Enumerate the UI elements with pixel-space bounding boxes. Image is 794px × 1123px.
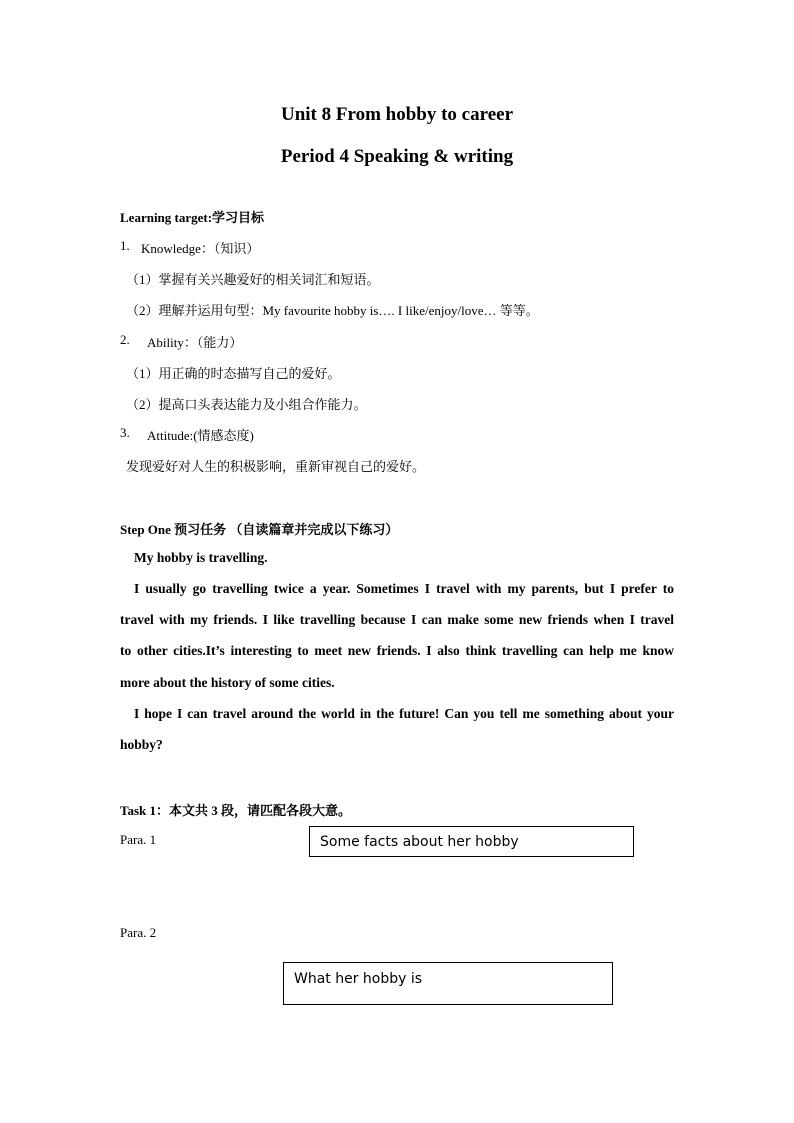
objective-knowledge-label: Knowledge：（知识） bbox=[141, 241, 260, 256]
para-summary-text: Some facts about her hobby bbox=[320, 834, 519, 850]
passage-line: more about the history of some cities. bbox=[120, 675, 335, 690]
objective-number: 1. bbox=[120, 238, 130, 253]
objective-item: 发现爱好对人生的积极影响，重新审视自己的爱好。 bbox=[126, 459, 426, 474]
passage-line: hobby? bbox=[120, 737, 163, 752]
para-summary-box-2 bbox=[283, 962, 613, 1005]
passage-line: to other cities.It’s interesting to meet new friends. I also think travelling can help me know bbox=[120, 643, 674, 658]
step-one-heading: Step One 预习任务 （自读篇章并完成以下练习） bbox=[120, 522, 399, 537]
objective-item: （1）掌握有关兴趣爱好的相关词汇和短语。 bbox=[126, 272, 380, 287]
objective-number: 3. bbox=[120, 425, 130, 440]
page-subtitle: Period 4 Speaking & writing bbox=[280, 146, 514, 167]
task1-heading: Task 1：本文共 3 段，请匹配各段大意。 bbox=[120, 803, 352, 818]
passage-title: My hobby is travelling. bbox=[134, 550, 268, 565]
learning-target-heading: Learning target:学习目标 bbox=[120, 210, 265, 225]
objective-attitude-label: Attitude:(情感态度) bbox=[147, 428, 254, 443]
para-summary-box-1 bbox=[309, 826, 634, 857]
passage-line: I hope I can travel around the world in the future! Can you tell me something about your bbox=[134, 706, 674, 721]
objective-item: （2）提高口头表达能力及小组合作能力。 bbox=[126, 397, 367, 412]
objective-item: （1）用正确的时态描写自己的爱好。 bbox=[126, 366, 341, 381]
objective-ability-label: Ability：（能力） bbox=[147, 335, 243, 350]
objective-number: 2. bbox=[120, 332, 130, 347]
para-summary-text: What her hobby is bbox=[294, 971, 423, 987]
passage-line: I usually go travelling twice a year. Sometimes I travel with my parents, but I prefer to bbox=[134, 581, 674, 596]
passage-line: travel with my friends. I like travelling because I can make some new friends when I travel bbox=[120, 612, 674, 627]
para2-label: Para. 2 bbox=[120, 925, 157, 940]
objective-item: （2）理解并运用句型：My favourite hobby is…. I like/enjoy/love… 等等。 bbox=[126, 303, 539, 318]
para1-label: Para. 1 bbox=[120, 832, 157, 847]
page-title: Unit 8 From hobby to career bbox=[280, 104, 514, 125]
